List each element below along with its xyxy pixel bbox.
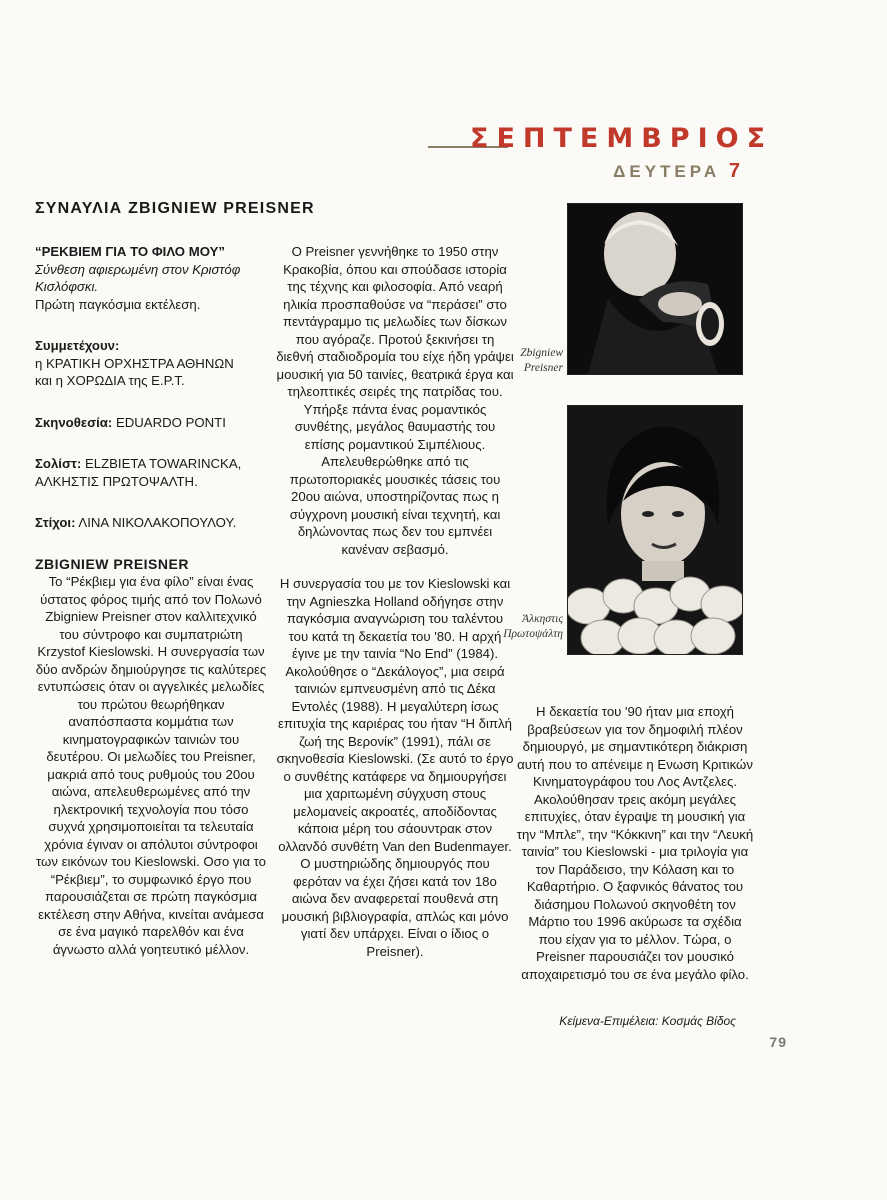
- caption-protopsalti-line-2: Πρωτοψάλτη: [503, 628, 563, 640]
- bio-paragraph-4: Η δεκαετία του '90 ήταν μια εποχή βραβεύσεων για τον δημοφιλή πλέον δημιουργό, με σημαντικότερη διάκριση αυτή που το απένειμε η Ενωση Κριτικών Κινηματογράφου του Λος Αντζελες. Ακολούθησαν τρεις ακόμη μεγάλες επιτυχίες, όταν έγραψε τη μουσική για την “Μπλε”, την “Κόκκινη” και την “Λευκή ταινία” του Kieslowski - μια τριλογία για τον Παράδεισο, την Κόλαση και το Καθαρτήριο. Ο ξαφνικός θάνατος του διάσημου Πολωνού σκηνοθέτη τον Μάρτιο του 1996 ακύρωσε τα σχέδια που είχαν για το μέλλον. Τώρα, ο Preisner παρουσιάζει τον μουσικό αποχαιρετισμό του σε ένα μεγάλο φίλο.: [516, 704, 754, 982]
- work-title: “ΡΕΚΒΙΕΜ ΓΙΑ ΤΟ ΦΙΛΟ ΜΟΥ”: [35, 244, 225, 259]
- caption-preisner-line-1: Zbigniew: [520, 347, 563, 359]
- column-3: [516, 703, 754, 983]
- credits: Κείμενα-Επιμέλεια: Κοσμάς Βίδος: [559, 1014, 736, 1028]
- direction-value: EDUARDO PONTI: [115, 414, 226, 430]
- direction-label: Σκηνοθεσία:: [35, 414, 113, 430]
- participants-line-1: η ΚΡΑΤΙΚΗ ΟΡΧΗΣΤΡΑ ΑΘΗΝΩΝ: [35, 355, 234, 371]
- caption-preisner: [490, 346, 563, 376]
- premiere-note: Πρώτη παγκόσμια εκτέλεση.: [35, 296, 201, 312]
- page-number: 79: [769, 1034, 787, 1050]
- bio-paragraph-2: Ο Preisner γεννήθηκε το 1950 στην Κρακοβία, όπου και σπούδασε ιστορία της τέχνης και φιλοσοφία. Από νεαρή ηλικία προσπαθούσε να “περάσει” στο πεντάγραμμο τις μελωδίες των δίσκων που αγόραζε. Προτού ξεκινήσει τη διεθνή σταδιοδρομία του είχε ήδη γράψει μουσική για 50 ταινίες, θεατρικά έργα και τηλεοπτικές σειρές της πατρίδας του. Υπήρξε πάντα ένας ρομαντικός συνθέτης, μεγάλος θαυμαστής του επίσης ρομαντικού Σιμπέλιους. Απελευθερώθηκε από τις πρωτοποριακές μουσικές τάσεις του 20ου αιώνα, υποστηρίζοντας πως η σύγχρονη μουσική είναι τεχνητή, και δηλώνοντας πως δεν του εμπνέει κανέναν σεβασμό.: [276, 244, 514, 557]
- protopsalti-photo: [567, 405, 743, 655]
- lyrics-value: ΛΙΝΑ ΝΙΚΟΛΑΚΟΠΟΥΛΟΥ.: [78, 515, 237, 530]
- bio-paragraph-1: Το “Ρέκβιεμ για ένα φίλο” είναι ένας ύστατος φόρος τιμής από τον Πολωνό Zbigniew Preisner στον καλλιτεχνικό του σύντροφο και συμπατριώτη Krzystof Kieslowski. Η συνεργασία των δύο ανδρών δημιούργησε τις καλύτερες εντυπώσεις όταν οι αγγελικές μελωδίες του πρώτου θεωρήθηκαν αναπόσπαστα κομμάτια των κινηματογραφικών ταινιών του δευτέρου. Οι μελωδίες του Preisner, μακριά από τους ρυθμούς του 20ου αιώνα, απελευθερωμένες από την ηλεκτρονική τεχνολογία που τόσο συχνά χρησιμοποιείται τα τελευταία χρόνια έγιναν οι απόλυτοι σύντροφοι των εικόνων του Kieslowski. Οσο για το “Ρέκβιεμ”, το συμφωνικό έργο που παρουσιάζεται σε πρώτη παγκόσμια εκτέλεση στην Αθήνα, κινείται ανάμεσα σε ένα μαγικό παρελθόν και ένα άγνωστο αλλά γοητευτικό μέλλον.: [35, 574, 267, 957]
- month-title: ΣΕΠΤΕΜΒΡΙΟΣ: [470, 123, 774, 154]
- caption-protopsalti: [490, 612, 563, 642]
- soloists-value-2: ΑΛΚΗΣΤΙΣ ΠΡΩΤΟΨΑΛΤΗ.: [35, 473, 198, 489]
- protopsalti-portrait-image: [568, 406, 742, 654]
- soloists-label: Σολίστ:: [35, 456, 82, 471]
- bio-paragraph-3: Η συνεργασία του με τον Kieslowski και την Agnieszka Holland οδήγησε στην παγκόσμια αναγνώριση του ταλέντου του κατά τη δεκαετία του '80. Η αρχή έγινε με την ταινία “No End” (1984). Ακολούθησε ο “Δεκάλογος”, μια σειρά ταινιών εμπνευσμένη από τις Δέκα Εντολές (1988). Η μεγαλύτερη ίσως επιτυχία της καριέρας του ήταν “Η διπλή ζωή της Βερονίκ” (1991), πάλι σε σκηνοθεσία Kieslowski. (Σε αυτό το έργο ο συνθέτης κατάφερε να δημιουργήσει μια χαριτωμένη σύγχυση στους μελομανείς ακροατές, αποδίδοντας κάποια μέρη του σάουντρακ στον ολλανδό συνθέτη Van den Budenmayer. Ο μυστηριώδης δημιουργός που φερόταν να έχει ζήσει κατά τον 18ο αιώνα δεν αναφερεταί πουθενά στη μουσική βιβλιογραφία, απλώς και μόνο γιατί δεν υπάρχει. Είναι ο ίδιος ο Preisner).: [276, 576, 514, 959]
- day-number: 7: [728, 160, 740, 182]
- preisner-photo: [567, 203, 743, 375]
- bio-heading: ZBIGNIEW PREISNER: [35, 555, 189, 572]
- work-subtitle: Σύνθεση αφιερωμένη στον Κριστόφ Κισλόφσκι.: [35, 261, 241, 294]
- caption-preisner-line-2: Preisner: [523, 362, 563, 374]
- lyrics-line: [35, 514, 267, 532]
- participants-line-2: και η ΧΟΡΩΔΙΑ της Ε.Ρ.Τ.: [35, 373, 185, 388]
- direction-line: [35, 414, 267, 432]
- soloists-line: [35, 455, 267, 473]
- lyrics-label: Στίχοι:: [35, 515, 76, 530]
- participants-label: Συμμετέχουν:: [35, 338, 120, 353]
- day-label: [590, 160, 740, 183]
- column-1: [35, 243, 267, 958]
- weekday: ΔΕΥΤΕΡΑ: [613, 162, 721, 181]
- caption-protopsalti-line-1: Άλκηστις: [522, 613, 563, 625]
- soloists-value-1: ELZBIETA TOWARINCKA,: [84, 456, 242, 471]
- column-2: [276, 243, 514, 960]
- preisner-portrait-image: [568, 204, 742, 374]
- concert-title: ΣΥΝΑΥΛΙΑ ZBIGNIEW PREISNER: [35, 200, 315, 217]
